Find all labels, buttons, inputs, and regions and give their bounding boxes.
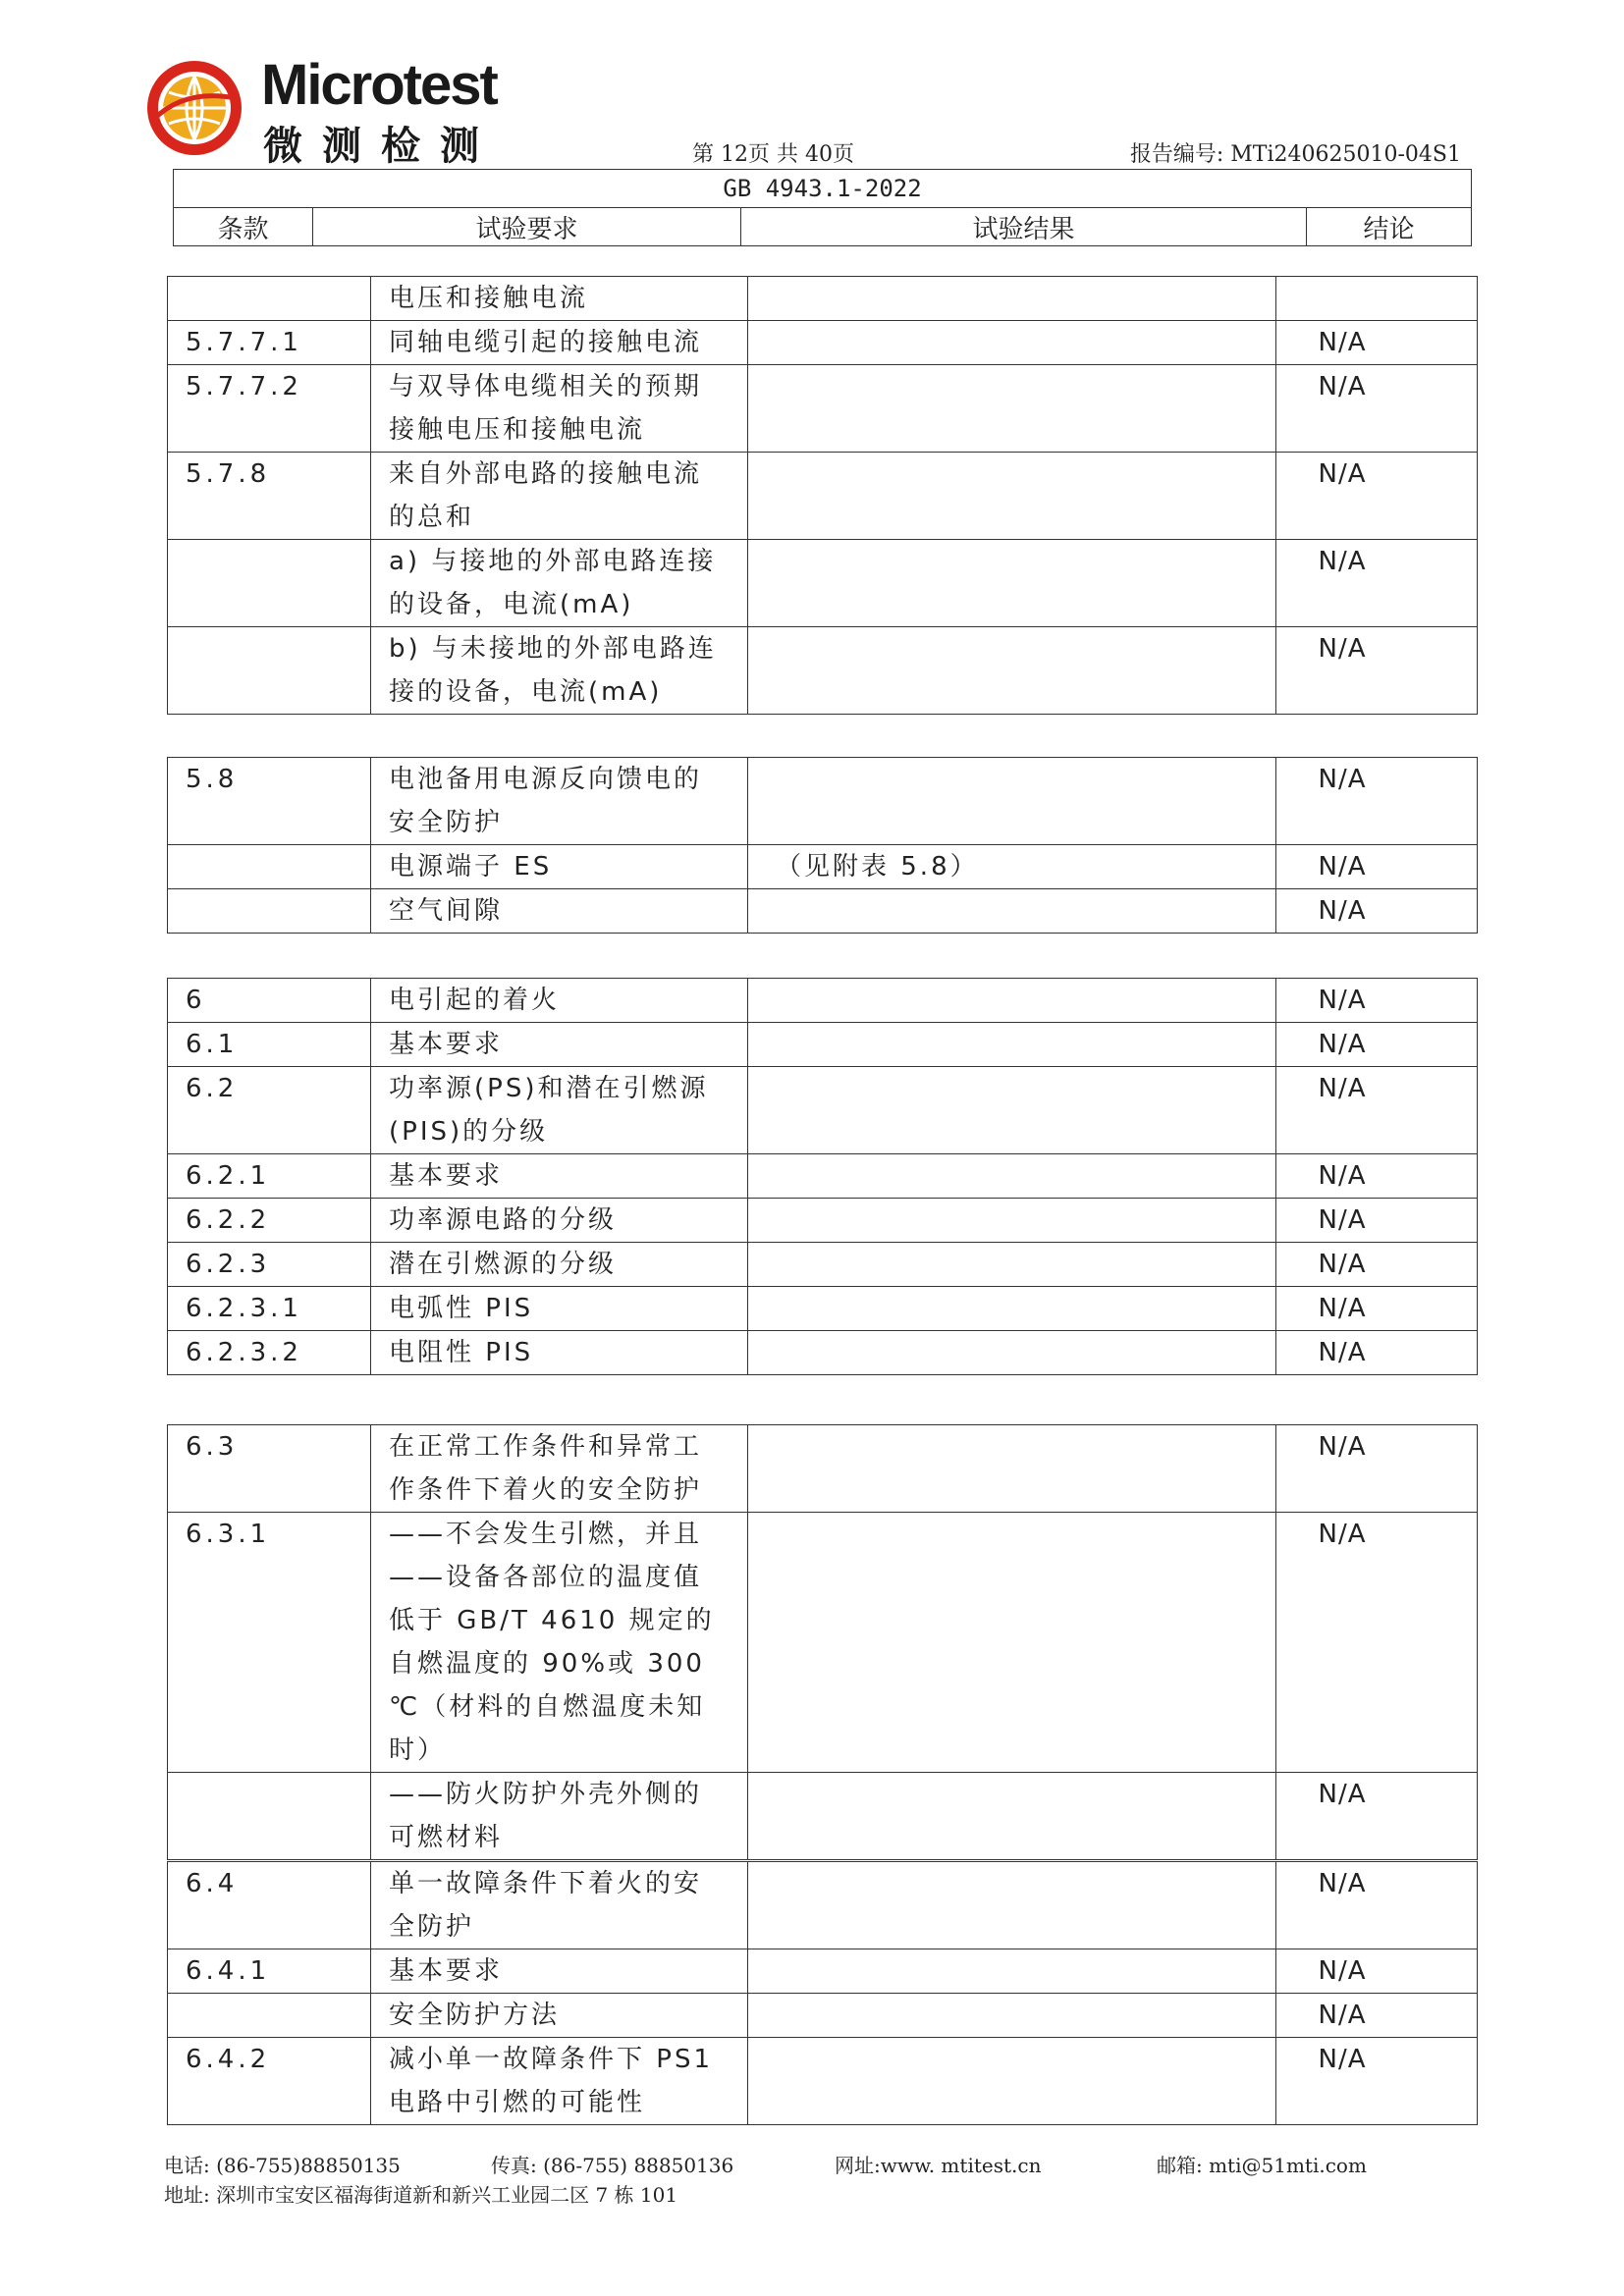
result-cell	[748, 1243, 1276, 1287]
verdict-cell: N/A	[1276, 627, 1478, 715]
requirement-cell: 基本要求	[371, 1154, 748, 1199]
company-logo	[145, 53, 528, 169]
verdict-cell: N/A	[1276, 845, 1478, 889]
clause-cell: 6.4	[168, 1862, 371, 1949]
table-row	[168, 758, 1478, 845]
table-row	[168, 627, 1478, 715]
header-table	[173, 169, 1472, 246]
result-cell	[748, 453, 1276, 540]
result-cell	[748, 1287, 1276, 1331]
result-cell	[748, 1425, 1276, 1513]
result-cell	[748, 1154, 1276, 1199]
table-row	[168, 1067, 1478, 1154]
result-cell	[748, 1773, 1276, 1860]
clause-cell: 5.7.7.1	[168, 321, 371, 365]
verdict-cell: N/A	[1276, 1994, 1478, 2038]
footer-fax: 传真: (86-755) 88850136	[491, 2154, 734, 2177]
table-row	[168, 321, 1478, 365]
requirement-cell: ——防火防护外壳外侧的可燃材料	[371, 1773, 748, 1860]
result-cell	[748, 277, 1276, 321]
clause-cell: 6.3	[168, 1425, 371, 1513]
clause-cell: 6.4.2	[168, 2038, 371, 2125]
table-row	[168, 1154, 1478, 1199]
clause-cell	[168, 889, 371, 934]
table-row	[168, 1994, 1478, 2038]
clause-cell: 6.2	[168, 1067, 371, 1154]
verdict-cell: N/A	[1276, 1773, 1478, 1860]
clause-cell: 6.3.1	[168, 1513, 371, 1773]
table-row	[168, 365, 1478, 453]
clause-table-6-3	[167, 1424, 1478, 1860]
requirement-cell: 来自外部电路的接触电流的总和	[371, 453, 748, 540]
result-cell	[748, 1994, 1276, 2038]
verdict-cell: N/A	[1276, 365, 1478, 453]
verdict-cell: N/A	[1276, 453, 1478, 540]
standard-title: GB 4943.1-2022	[174, 170, 1472, 208]
result-cell	[748, 2038, 1276, 2125]
requirement-cell: b) 与未接地的外部电路连接的设备，电流(mA)	[371, 627, 748, 715]
brand-name-en: Microtest	[261, 53, 497, 117]
clause-cell	[168, 627, 371, 715]
requirement-cell: 电弧性 PIS	[371, 1287, 748, 1331]
requirement-cell: 基本要求	[371, 1023, 748, 1067]
result-cell	[748, 627, 1276, 715]
clause-cell: 5.7.7.2	[168, 365, 371, 453]
table-row	[168, 1949, 1478, 1994]
clause-table-6	[167, 978, 1478, 1375]
clause-cell: 6.2.3.2	[168, 1331, 371, 1375]
table-row	[168, 979, 1478, 1023]
clause-cell	[168, 1773, 371, 1860]
column-header-requirement: 试验要求	[313, 208, 741, 246]
clause-cell	[168, 540, 371, 627]
verdict-cell: N/A	[1276, 1199, 1478, 1243]
clause-cell	[168, 277, 371, 321]
result-cell	[748, 1023, 1276, 1067]
verdict-cell: N/A	[1276, 2038, 1478, 2125]
result-cell	[748, 1331, 1276, 1375]
requirement-cell: a) 与接地的外部电路连接的设备，电流(mA)	[371, 540, 748, 627]
clause-table-5-7	[167, 276, 1478, 715]
result-cell: （见附表 5.8）	[748, 845, 1276, 889]
table-row	[168, 2038, 1478, 2125]
verdict-cell: N/A	[1276, 979, 1478, 1023]
requirement-cell: 功率源(PS)和潜在引燃源(PIS)的分级	[371, 1067, 748, 1154]
requirement-cell: 单一故障条件下着火的安全防护	[371, 1862, 748, 1949]
clause-table-5-8	[167, 757, 1478, 934]
clause-cell: 6.2.3.1	[168, 1287, 371, 1331]
clause-cell	[168, 845, 371, 889]
result-cell	[748, 1862, 1276, 1949]
clause-table-6-4	[167, 1861, 1478, 2125]
footer-website[interactable]: 网址:www. mtitest.cn	[835, 2154, 1042, 2177]
result-cell	[748, 758, 1276, 845]
requirement-cell: 基本要求	[371, 1949, 748, 1994]
verdict-cell: N/A	[1276, 1023, 1478, 1067]
page-number: 第 12页 共 40页	[692, 142, 854, 167]
verdict-cell	[1276, 277, 1478, 321]
globe-logo-icon	[145, 59, 244, 157]
verdict-cell: N/A	[1276, 889, 1478, 934]
verdict-cell: N/A	[1276, 1287, 1478, 1331]
result-cell	[748, 979, 1276, 1023]
table-row	[168, 453, 1478, 540]
verdict-cell: N/A	[1276, 321, 1478, 365]
footer-address: 地址: 深圳市宝安区福海街道新和新兴工业园二区 7 栋 101	[164, 2183, 678, 2207]
requirement-cell: 电阻性 PIS	[371, 1331, 748, 1375]
verdict-cell: N/A	[1276, 758, 1478, 845]
report-number: 报告编号: MTi240625010-04S1	[1129, 142, 1461, 167]
requirement-cell: 同轴电缆引起的接触电流	[371, 321, 748, 365]
column-header-result: 试验结果	[741, 208, 1307, 246]
result-cell	[748, 540, 1276, 627]
requirement-cell: 功率源电路的分级	[371, 1199, 748, 1243]
requirement-cell: 安全防护方法	[371, 1994, 748, 2038]
clause-cell: 6.2.2	[168, 1199, 371, 1243]
clause-cell: 6.2.3	[168, 1243, 371, 1287]
result-cell	[748, 889, 1276, 934]
clause-cell: 5.8	[168, 758, 371, 845]
table-row	[168, 540, 1478, 627]
table-row	[168, 1513, 1478, 1773]
verdict-cell: N/A	[1276, 1949, 1478, 1994]
brand-name-cn: 微测检测	[263, 124, 499, 169]
requirement-cell: 减小单一故障条件下 PS1 电路中引燃的可能性	[371, 2038, 748, 2125]
requirement-cell: 潜在引燃源的分级	[371, 1243, 748, 1287]
result-cell	[748, 321, 1276, 365]
verdict-cell: N/A	[1276, 1862, 1478, 1949]
verdict-cell: N/A	[1276, 540, 1478, 627]
table-row	[168, 1199, 1478, 1243]
result-cell	[748, 1513, 1276, 1773]
clause-cell: 6.1	[168, 1023, 371, 1067]
requirement-cell: 电压和接触电流	[371, 277, 748, 321]
footer-email[interactable]: 邮箱: mti@51mti.com	[1157, 2154, 1367, 2177]
result-cell	[748, 1199, 1276, 1243]
requirement-cell: 与双导体电缆相关的预期接触电压和接触电流	[371, 365, 748, 453]
clause-cell: 6.4.1	[168, 1949, 371, 1994]
verdict-cell: N/A	[1276, 1243, 1478, 1287]
table-row	[168, 1425, 1478, 1513]
result-cell	[748, 1949, 1276, 1994]
clause-cell: 5.7.8	[168, 453, 371, 540]
table-row	[168, 1023, 1478, 1067]
clause-cell: 6.2.1	[168, 1154, 371, 1199]
column-header-clause: 条款	[174, 208, 313, 246]
result-cell	[748, 365, 1276, 453]
verdict-cell: N/A	[1276, 1154, 1478, 1199]
verdict-cell: N/A	[1276, 1331, 1478, 1375]
table-row	[168, 1243, 1478, 1287]
requirement-cell: 空气间隙	[371, 889, 748, 934]
verdict-cell: N/A	[1276, 1067, 1478, 1154]
requirement-cell: 在正常工作条件和异常工作条件下着火的安全防护	[371, 1425, 748, 1513]
table-row	[168, 1773, 1478, 1860]
table-row	[168, 1287, 1478, 1331]
requirement-cell: 电池备用电源反向馈电的安全防护	[371, 758, 748, 845]
column-header-verdict: 结论	[1307, 208, 1472, 246]
table-row	[168, 1862, 1478, 1949]
clause-cell	[168, 1994, 371, 2038]
requirement-cell: 电引起的着火	[371, 979, 748, 1023]
clause-cell: 6	[168, 979, 371, 1023]
table-row	[168, 277, 1478, 321]
table-row	[168, 845, 1478, 889]
table-row	[168, 1331, 1478, 1375]
table-row	[168, 889, 1478, 934]
result-cell	[748, 1067, 1276, 1154]
footer-phone: 电话: (86-755)88850135	[164, 2154, 401, 2177]
requirement-cell: ——不会发生引燃，并且 ——设备各部位的温度值低于 GB/T 4610 规定的自燃温度的 90%或 300 ℃（材料的自燃温度未知时）	[371, 1513, 748, 1773]
verdict-cell: N/A	[1276, 1513, 1478, 1773]
requirement-cell: 电源端子 ES	[371, 845, 748, 889]
verdict-cell: N/A	[1276, 1425, 1478, 1513]
